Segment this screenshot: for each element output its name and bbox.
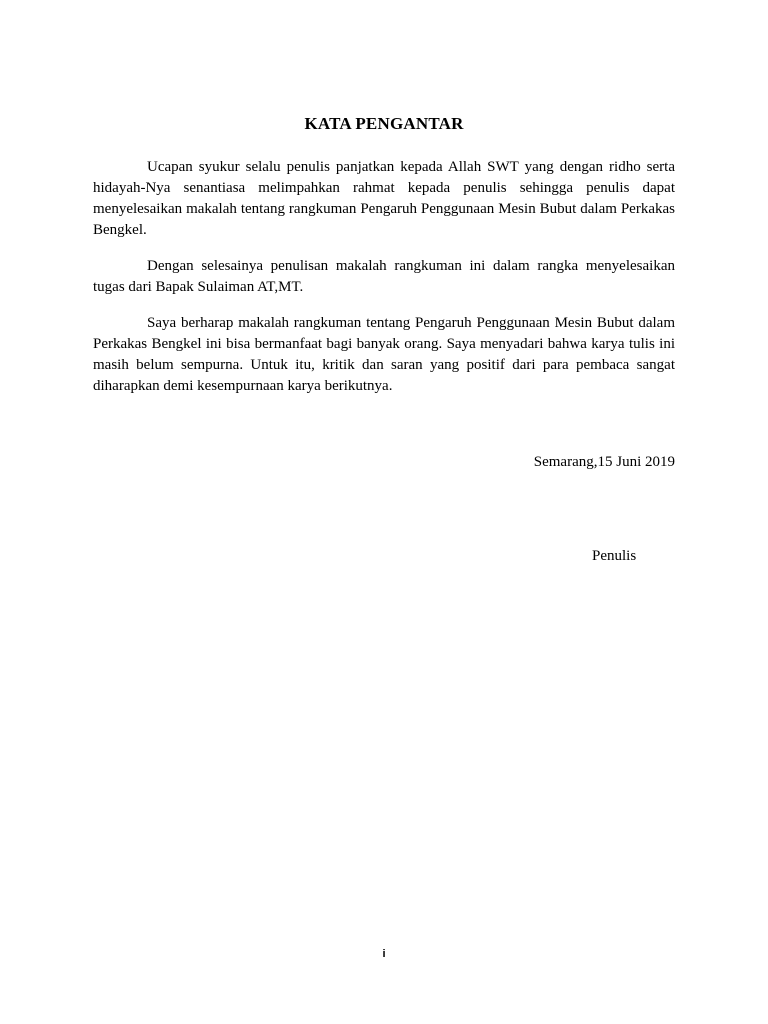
paragraph-3: Saya berharap makalah rangkuman tentang Pengaruh Penggunaan Mesin Bubut dalam Perkakas Bengkel ini bisa bermanfaat bagi banyak orang. Saya menyadari bahwa karya tulis ini masih belum sempurna. Untuk itu, kritik dan saran yang positif dari para pembaca sangat diharapkan demi kesempurnaan karya berikutnya. [93, 315, 675, 394]
author-signature: Penulis [592, 548, 637, 564]
paragraph-2: Dengan selesainya penulisan makalah rangkuman ini dalam rangka menyelesaikan tugas dari Bapak Sulaiman AT,MT. [93, 258, 675, 295]
place-date: Semarang,15 Juni 2019 [533, 454, 675, 470]
page-title: KATA PENGANTAR [304, 114, 464, 133]
page-number: i [382, 948, 386, 960]
paragraph-1: Ucapan syukur selalu penulis panjatkan kepada Allah SWT yang dengan ridho serta hidayah-Nya senantiasa melimpahkan rahmat kepada penulis sehingga penulis dapat menyelesaikan makalah tentang rangkuman Pengaruh Penggunaan Mesin Bubut dalam Perkakas Bengkel. [93, 159, 675, 238]
